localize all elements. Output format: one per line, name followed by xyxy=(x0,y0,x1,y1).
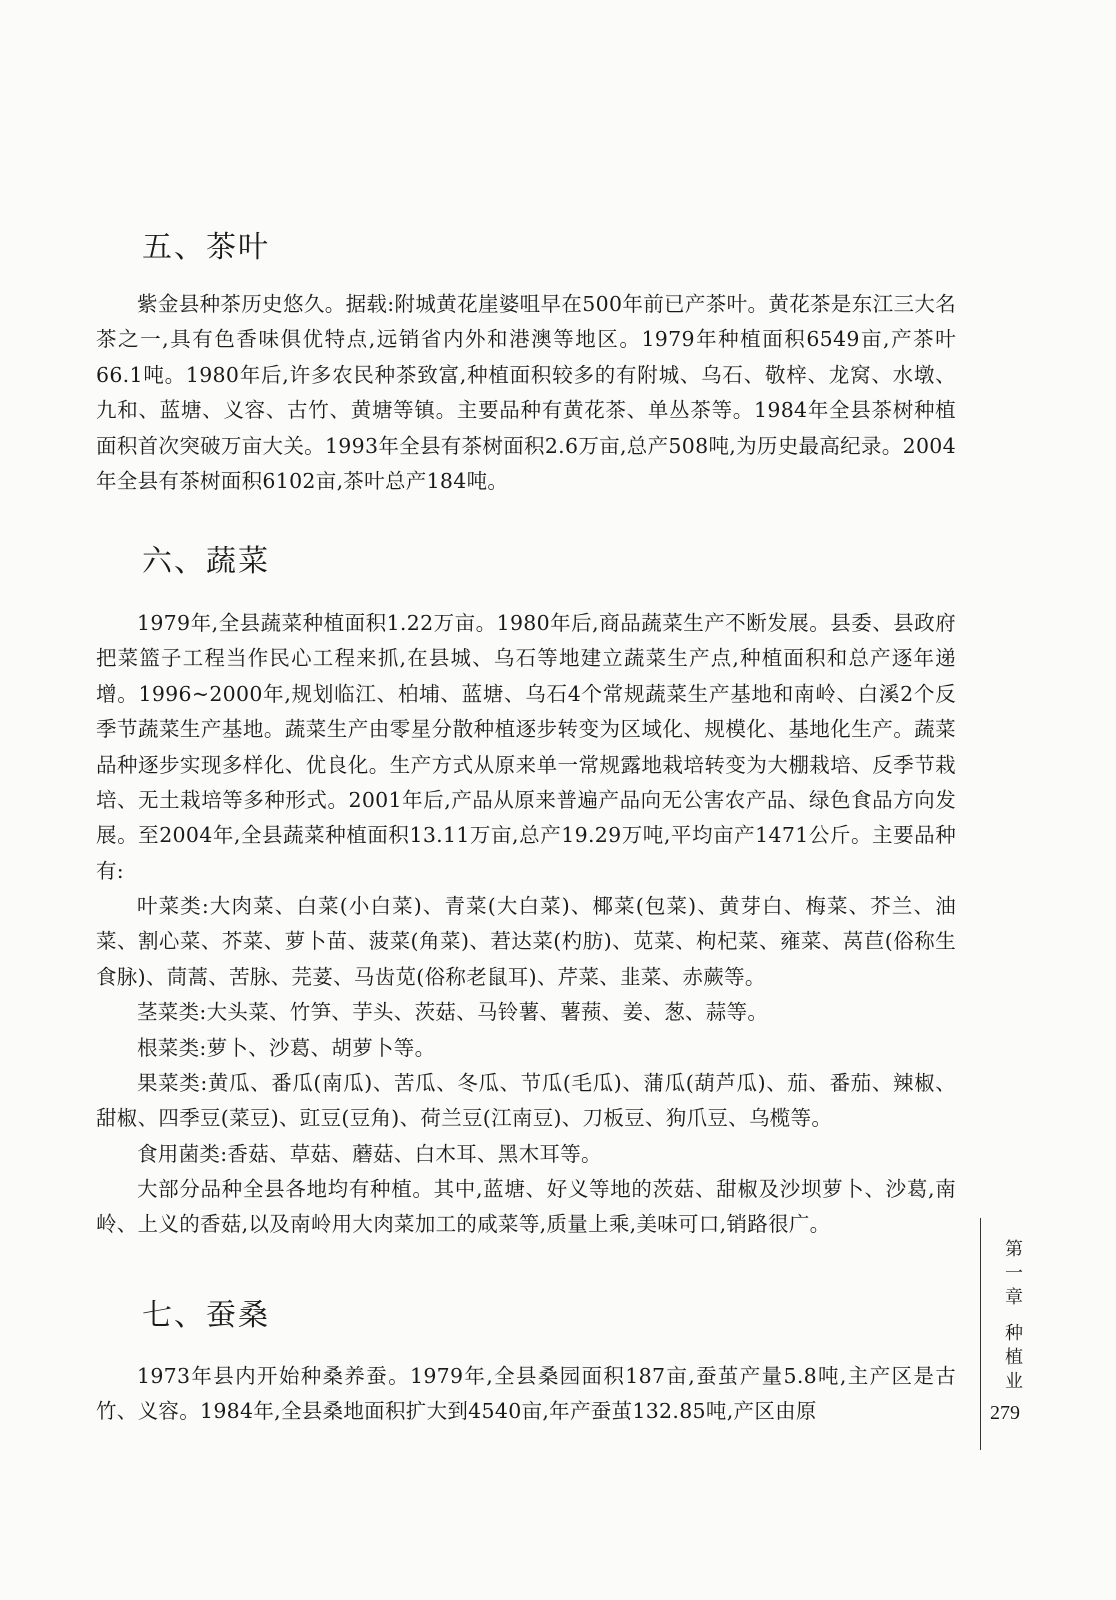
chapter-char: 第 xyxy=(1005,1239,1023,1260)
running-head-chapter xyxy=(1003,1238,1025,1394)
root-vegetables-list: 根菜类:萝卜、沙葛、胡萝卜等。 xyxy=(137,1036,436,1060)
vegetables-paragraph: 1979年,全县蔬菜种植面积1.22万亩。1980年后,商品蔬菜生产不断发展。县委、县政府把菜篮子工程当作民心工程来抓,在县城、乌石等地建立蔬菜生产点,种植面积和总产逐年递增。1996~2000年,规划临江、柏埔、蓝塘、乌石4个常规蔬菜生产基地和南岭、白溪2个反季节蔬菜生产基地。蔬菜生产由零星分散种植逐步转变为区域化、规模化、基地化生产。蔬菜品种逐步实现多样化、优良化。生产方式从原来单一常规露地栽培转变为大棚栽培、反季节栽培、无土栽培等多种形式。2001年后,产品从原来普遍产品向无公害农产品、绿色食品方向发展。至2004年,全县蔬菜种植面积13.11万亩,总产19.29万吨,平均亩产1471公斤。主要品种有: xyxy=(96,611,956,883)
section-char: 业 xyxy=(1005,1371,1023,1392)
section-char: 种 xyxy=(1005,1323,1023,1344)
leafy-vegetables-list: 叶菜类:大肉菜、白菜(小白菜)、青菜(大白菜)、椰菜(包菜)、黄芽白、梅菜、芥兰、油菜、割心菜、芥菜、萝卜苗、菠菜(角菜)、莙达菜(杓肪)、苋菜、枸杞菜、雍菜、莴苣(俗称生食脉)、茼蒿、苦脉、芫荽、马齿苋(俗称老鼠耳)、芹菜、韭菜、赤蕨等。 xyxy=(96,894,956,989)
stem-vegetables-list: 茎菜类:大头菜、竹笋、芋头、茨菇、马铃薯、薯蓣、姜、葱、蒜等。 xyxy=(137,1000,769,1024)
section-heading-tea: 五、茶叶 xyxy=(142,230,270,265)
silk-paragraph: 1973年县内开始种桑养蚕。1979年,全县桑园面积187亩,蚕茧产量5.8吨,主产区是古竹、义容。1984年,全县桑地面积扩大到4540亩,年产蚕茧132.85吨,产区由原 xyxy=(96,1364,956,1424)
fungi-list: 食用菌类:香菇、草菇、蘑菇、白木耳、黑木耳等。 xyxy=(137,1142,602,1166)
fruit-vegetables-list: 果菜类:黄瓜、番瓜(南瓜)、苦瓜、冬瓜、节瓜(毛瓜)、蒲瓜(葫芦瓜)、茄、番茄、辣椒、甜椒、四季豆(菜豆)、豇豆(豆角)、荷兰豆(江南豆)、刀板豆、狗爪豆、乌榄等。 xyxy=(96,1071,956,1131)
tea-paragraph: 紫金县种茶历史悠久。据载:附城黄花崖婆咀早在500年前已产茶叶。黄花茶是东江三大名茶之一,具有色香味俱优特点,远销省内外和港澳等地区。1979年种植面积6549亩,产茶叶66.1吨。1980年后,许多农民种茶致富,种植面积较多的有附城、乌石、敬梓、龙窝、水墩、九和、蓝塘、义容、古竹、黄塘等镇。主要品种有黄花茶、单丛茶等。1984年全县茶树种植面积首次突破万亩大关。1993年全县有茶树面积2.6万亩,总产508吨,为历史最高纪录。2004年全县有茶树面积6102亩,茶叶总产184吨。 xyxy=(96,292,956,494)
section-heading-silk: 七、蚕桑 xyxy=(142,1298,270,1333)
margin-rule xyxy=(980,1218,981,1450)
vegetables-summary-paragraph: 大部分品种全县各地均有种植。其中,蓝塘、好义等地的茨菇、甜椒及沙坝萝卜、沙葛,南岭、上义的香菇,以及南岭用大肉菜加工的咸菜等,质量上乘,美味可口,销路很广。 xyxy=(96,1177,956,1237)
chapter-char: 一 xyxy=(1005,1263,1023,1284)
section-char: 植 xyxy=(1005,1347,1023,1368)
page-number: 279 xyxy=(990,1402,1020,1424)
section-heading-vegetables: 六、蔬菜 xyxy=(142,544,270,579)
chapter-char: 章 xyxy=(1005,1287,1023,1308)
